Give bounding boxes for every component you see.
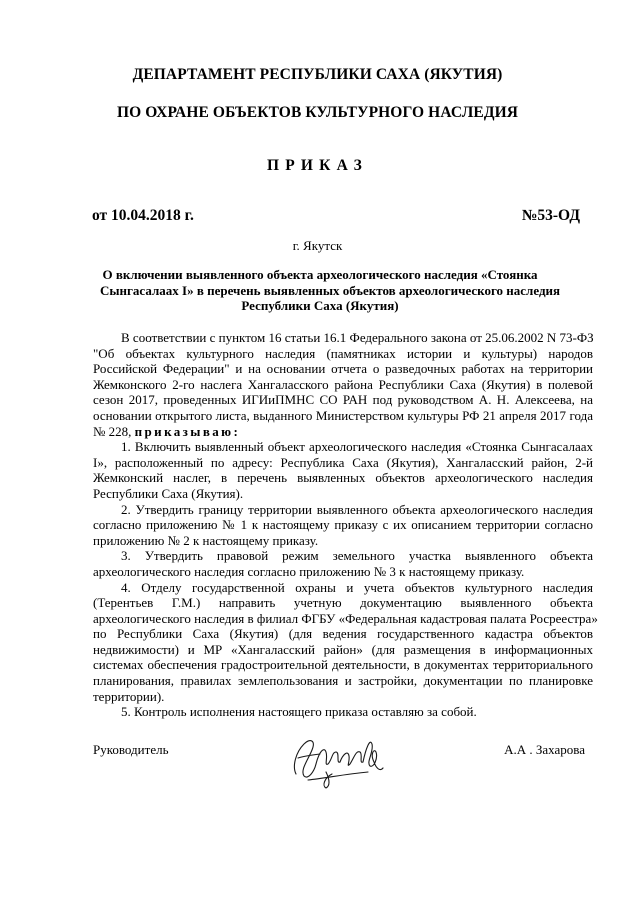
item1-line: Жемконский наслег, в перечень выявленных объектов археологического наследия (93, 470, 593, 486)
item4-line: 4. Отделу государственной охраны и учета объектов культурного наследия (121, 579, 593, 595)
handwritten-signature (286, 722, 386, 790)
item2-line: 2. Утвердить границу территории выявленного объекта археологического наследия (121, 501, 593, 517)
item3-line: археологического наследия согласно приложению № 3 к настоящему приказу. (93, 563, 525, 579)
subject-line: О включении выявленного объекта археологического наследия «Стоянка (102, 267, 538, 282)
preamble-line: "Об объектах культурного наследия (памятниках истории и культуры) народов (93, 345, 593, 361)
preamble-line: Российской Федерации" и на основании отчета о разведочных работах на территории (93, 361, 593, 377)
preamble-line: сезон 2017, проведенных ИГИиПМНС СО РАН под руководством А. Н. Алексеева, на (93, 392, 593, 408)
signer-role: Руководитель (93, 742, 169, 757)
item4-line: системах обеспечения градостроительной деятельности, в документах территориального (93, 657, 593, 673)
department-name-line1: ДЕПАРТАМЕНТ РЕСПУБЛИКИ САХА (ЯКУТИЯ) (132, 66, 503, 83)
preamble-line: Жемконского 2-го наслега Хангаласского района Республики Саха (Якутия) в полевой (93, 376, 593, 392)
item1-line: I», расположенный по адресу: Республика Саха (Якутия), Хангаласский район, 2-й (93, 454, 593, 470)
decree-word: приказываю: (134, 423, 241, 439)
preamble-line: В соответствии с пунктом 16 статьи 16.1 Федерального закона от 25.06.2002 N 73-ФЗ (121, 330, 594, 345)
subject-line: Сынгасалаах I» в перечень выявленных объектов археологического наследия (100, 282, 561, 298)
subject-line: Республики Саха (Якутия) (241, 298, 399, 313)
item1-line: Республики Саха (Якутия). (93, 485, 244, 501)
order-date: от 10.04.2018 г. (92, 207, 194, 224)
item4-line: по Республики Саха (Якутия) (для ведения государственного кадастра объектов (93, 626, 593, 642)
department-name-line2: ПО ОХРАНЕ ОБЪЕКТОВ КУЛЬТУРНОГО НАСЛЕДИЯ (116, 104, 519, 121)
order-number: №53-ОД (521, 207, 580, 224)
item4-line: (Терентьев Г.М.) направить учетную документацию выявленного объекта (93, 595, 593, 611)
item4-line: археологического наследия в филиал ФГБУ «Федеральная кадастровая палата Росреестра» (93, 610, 598, 626)
item4-line: планирования, правилах землепользования и застройки, документации по планировке (93, 673, 593, 689)
order-city: г. Якутск (292, 238, 343, 253)
item2-line: согласно приложению № 1 к настоящему приказу с их описанием территории согласно (93, 517, 593, 533)
order-body (93, 330, 598, 720)
order-subject (100, 267, 561, 314)
decree-line (93, 424, 593, 440)
preamble-line: основании открытого листа, выданного Министерством культуры РФ 21 апреля 2017 года (93, 407, 593, 423)
item5-line: 5. Контроль исполнения настоящего приказа оставляю за собой. (121, 704, 477, 720)
item4-line: территории). (93, 688, 165, 704)
item4-line: недвижимости) и МР «Хангаласский район» (для размещения в информационных (93, 641, 593, 657)
document-type-title: ПРИКАЗ (266, 157, 368, 174)
item1-line: 1. Включить выявленный объект археологического наследия «Стоянка Сынгасалаах (121, 439, 593, 455)
item3-line: 3. Утвердить правовой режим земельного участка выявленного объекта (121, 548, 593, 564)
signer-name: А.А . Захарова (504, 742, 585, 757)
preamble-end: № 228, (93, 423, 132, 439)
item2-line: приложению № 2 к настоящему приказу. (93, 532, 319, 548)
